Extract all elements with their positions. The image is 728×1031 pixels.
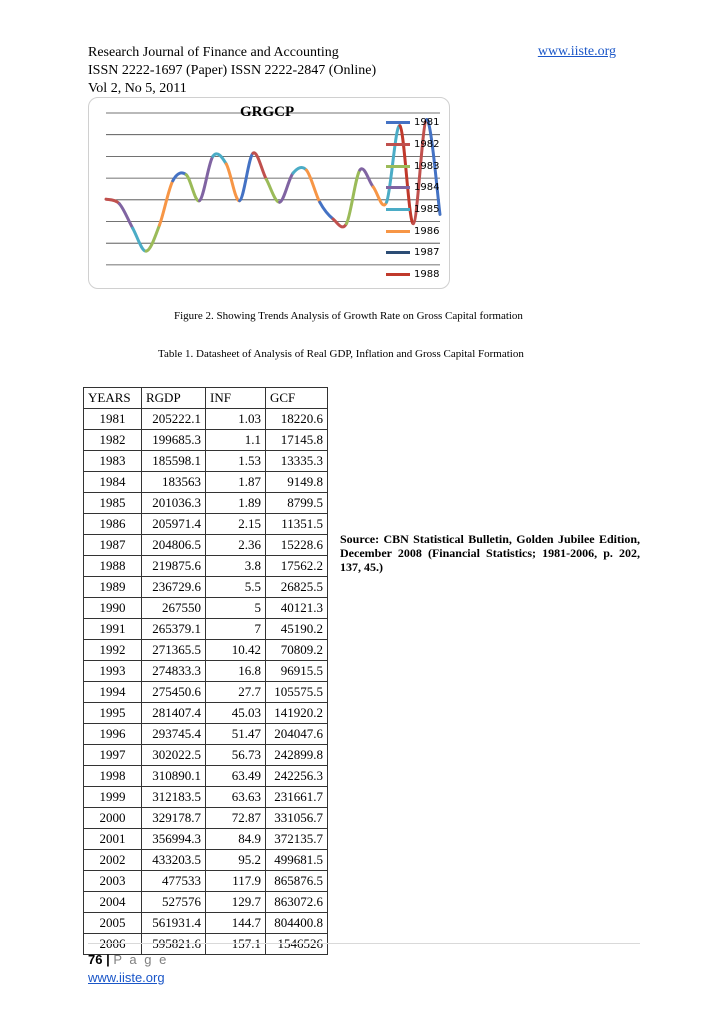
cell-gcf: 331056.7 <box>266 808 328 829</box>
cell-rgdp: 199685.3 <box>142 430 206 451</box>
legend-item <box>386 264 439 286</box>
cell-rgdp: 356994.3 <box>142 829 206 850</box>
cell-rgdp: 293745.4 <box>142 724 206 745</box>
cell-rgdp: 275450.6 <box>142 682 206 703</box>
footer-separator: | <box>106 952 110 967</box>
legend-item <box>386 199 439 221</box>
cell-year: 2000 <box>84 808 142 829</box>
cell-rgdp: 205222.1 <box>142 409 206 430</box>
cell-inf: 84.9 <box>206 829 266 850</box>
cell-gcf: 242256.3 <box>266 766 328 787</box>
cell-gcf: 45190.2 <box>266 619 328 640</box>
cell-year: 1985 <box>84 493 142 514</box>
cell-year: 1997 <box>84 745 142 766</box>
table-row <box>84 514 328 535</box>
cell-year: 1990 <box>84 598 142 619</box>
legend-item <box>386 134 439 156</box>
table-header-row <box>84 388 328 409</box>
cell-gcf: 372135.7 <box>266 829 328 850</box>
legend-item <box>386 242 439 264</box>
cell-year: 2006 <box>84 934 142 955</box>
legend-label: 1988 <box>414 269 440 281</box>
cell-inf: 56.73 <box>206 745 266 766</box>
series-line-segment <box>320 202 333 219</box>
cell-year: 1981 <box>84 409 142 430</box>
legend-swatch <box>386 273 410 276</box>
cell-rgdp: 183563 <box>142 472 206 493</box>
cell-inf: 63.49 <box>206 766 266 787</box>
page-label: P a g e <box>113 952 169 967</box>
legend-swatch <box>386 208 410 211</box>
data-table <box>83 387 328 955</box>
cell-gcf: 11351.5 <box>266 514 328 535</box>
cell-inf: 5.5 <box>206 577 266 598</box>
cell-gcf: 141920.2 <box>266 703 328 724</box>
cell-rgdp: 561931.4 <box>142 913 206 934</box>
page-footer <box>88 952 168 967</box>
cell-inf: 95.2 <box>206 850 266 871</box>
cell-gcf: 242899.8 <box>266 745 328 766</box>
col-header-rgdp: RGDP <box>142 388 206 409</box>
cell-rgdp: 267550 <box>142 598 206 619</box>
legend-item <box>386 177 439 199</box>
cell-year: 1991 <box>84 619 142 640</box>
cell-gcf: 17145.8 <box>266 430 328 451</box>
cell-year: 2003 <box>84 871 142 892</box>
legend-label: 1982 <box>414 139 440 151</box>
cell-gcf: 8799.5 <box>266 493 328 514</box>
table-row <box>84 472 328 493</box>
cell-gcf: 804400.8 <box>266 913 328 934</box>
series-line-segment <box>240 153 253 200</box>
cell-year: 1984 <box>84 472 142 493</box>
cell-rgdp: 219875.6 <box>142 556 206 577</box>
cell-gcf: 13335.3 <box>266 451 328 472</box>
series-line-segment <box>186 175 199 201</box>
legend-swatch <box>386 251 410 254</box>
cell-rgdp: 477533 <box>142 871 206 892</box>
table-row <box>84 703 328 724</box>
cell-gcf: 865876.5 <box>266 871 328 892</box>
cell-rgdp: 201036.3 <box>142 493 206 514</box>
col-header-gcf: GCF <box>266 388 328 409</box>
cell-inf: 2.36 <box>206 535 266 556</box>
cell-rgdp: 433203.5 <box>142 850 206 871</box>
cell-year: 2005 <box>84 913 142 934</box>
table-row <box>84 913 328 934</box>
legend-swatch <box>386 230 410 233</box>
table-row <box>84 409 328 430</box>
table-row <box>84 535 328 556</box>
cell-year: 1995 <box>84 703 142 724</box>
table-row <box>84 892 328 913</box>
cell-inf: 1.87 <box>206 472 266 493</box>
cell-inf: 3.8 <box>206 556 266 577</box>
cell-year: 2001 <box>84 829 142 850</box>
cell-rgdp: 185598.1 <box>142 451 206 472</box>
cell-inf: 117.9 <box>206 871 266 892</box>
cell-gcf: 17562.2 <box>266 556 328 577</box>
table-row <box>84 493 328 514</box>
page-number: 76 <box>88 952 103 967</box>
legend-label: 1984 <box>414 182 440 194</box>
cell-rgdp: 271365.5 <box>142 640 206 661</box>
cell-gcf: 231661.7 <box>266 787 328 808</box>
cell-rgdp: 265379.1 <box>142 619 206 640</box>
series-line-segment <box>266 179 279 202</box>
cell-year: 1994 <box>84 682 142 703</box>
series-line-segment <box>333 219 346 227</box>
series-line-segment <box>133 228 146 251</box>
cell-rgdp: 281407.4 <box>142 703 206 724</box>
header-website-link[interactable]: www.iiste.org <box>537 44 616 59</box>
legend-item <box>386 112 439 134</box>
cell-gcf: 105575.5 <box>266 682 328 703</box>
table-row <box>84 682 328 703</box>
cell-year: 1992 <box>84 640 142 661</box>
cell-year: 1982 <box>84 430 142 451</box>
cell-rgdp: 527576 <box>142 892 206 913</box>
cell-rgdp: 595821.6 <box>142 934 206 955</box>
col-header-inf: INF <box>206 388 266 409</box>
table-row <box>84 640 328 661</box>
table-row <box>84 430 328 451</box>
legend-label: 1983 <box>414 160 440 172</box>
cell-year: 1983 <box>84 451 142 472</box>
cell-rgdp: 312183.5 <box>142 787 206 808</box>
table-row <box>84 577 328 598</box>
cell-year: 1988 <box>84 556 142 577</box>
cell-rgdp: 310890.1 <box>142 766 206 787</box>
table-row <box>84 451 328 472</box>
table-row <box>84 745 328 766</box>
volume-line: Vol 2, No 5, 2011 <box>88 81 187 96</box>
cell-gcf: 96915.5 <box>266 661 328 682</box>
legend-label: 1986 <box>414 225 440 237</box>
series-line-segment <box>306 170 319 202</box>
series-line-segment <box>119 204 132 228</box>
chart-legend <box>386 112 439 286</box>
footer-website-link[interactable]: www.iiste.org <box>88 970 165 985</box>
cell-rgdp: 205971.4 <box>142 514 206 535</box>
chart-title: GRGCP <box>240 104 295 120</box>
legend-swatch <box>386 143 410 146</box>
cell-inf: 16.8 <box>206 661 266 682</box>
cell-rgdp: 204806.5 <box>142 535 206 556</box>
cell-year: 1993 <box>84 661 142 682</box>
cell-year: 2004 <box>84 892 142 913</box>
cell-year: 1998 <box>84 766 142 787</box>
series-line-segment <box>159 181 172 225</box>
cell-inf: 1.1 <box>206 430 266 451</box>
legend-swatch <box>386 165 410 168</box>
cell-gcf: 1546526 <box>266 934 328 955</box>
cell-rgdp: 274833.3 <box>142 661 206 682</box>
cell-inf: 1.89 <box>206 493 266 514</box>
cell-year: 1987 <box>84 535 142 556</box>
cell-inf: 51.47 <box>206 724 266 745</box>
cell-year: 1996 <box>84 724 142 745</box>
legend-label: 1985 <box>414 204 440 216</box>
cell-gcf: 9149.8 <box>266 472 328 493</box>
series-line-segment <box>253 153 266 179</box>
cell-inf: 27.7 <box>206 682 266 703</box>
table-row <box>84 808 328 829</box>
cell-gcf: 18220.6 <box>266 409 328 430</box>
cell-inf: 10.42 <box>206 640 266 661</box>
cell-inf: 7 <box>206 619 266 640</box>
source-note: Source: CBN Statistical Bulletin, Golden Jubilee Edition, December 2008 (Financial Statistics; 1981-2006, p. 202, 137, 45.) <box>340 532 640 574</box>
cell-gcf: 15228.6 <box>266 535 328 556</box>
table-row <box>84 556 328 577</box>
legend-label: 1981 <box>414 117 440 129</box>
legend-label: 1987 <box>414 247 440 259</box>
cell-gcf: 499681.5 <box>266 850 328 871</box>
cell-rgdp: 329178.7 <box>142 808 206 829</box>
cell-year: 1986 <box>84 514 142 535</box>
cell-gcf: 863072.6 <box>266 892 328 913</box>
table-row <box>84 829 328 850</box>
series-line-segment <box>280 173 293 202</box>
cell-inf: 5 <box>206 598 266 619</box>
cell-inf: 63.63 <box>206 787 266 808</box>
table-row <box>84 787 328 808</box>
table-row <box>84 598 328 619</box>
cell-gcf: 40121.3 <box>266 598 328 619</box>
cell-gcf: 26825.5 <box>266 577 328 598</box>
series-line-segment <box>173 173 186 181</box>
cell-year: 2002 <box>84 850 142 871</box>
legend-item <box>386 220 439 242</box>
journal-title: Research Journal of Finance and Accounting <box>88 45 339 60</box>
legend-swatch <box>386 121 410 124</box>
cell-gcf: 204047.6 <box>266 724 328 745</box>
footer-divider <box>88 943 640 944</box>
cell-year: 1989 <box>84 577 142 598</box>
cell-inf: 2.15 <box>206 514 266 535</box>
legend-swatch <box>386 186 410 189</box>
table-caption: Table 1. Datasheet of Analysis of Real GDP, Inflation and Gross Capital Formation <box>158 348 524 360</box>
issn-line: ISSN 2222-1697 (Paper) ISSN 2222-2847 (Online) <box>88 63 377 78</box>
table-row <box>84 619 328 640</box>
cell-gcf: 70809.2 <box>266 640 328 661</box>
cell-inf: 129.7 <box>206 892 266 913</box>
cell-inf: 144.7 <box>206 913 266 934</box>
cell-rgdp: 236729.6 <box>142 577 206 598</box>
figure-caption: Figure 2. Showing Trends Analysis of Growth Rate on Gross Capital formation <box>174 310 523 322</box>
legend-item <box>386 155 439 177</box>
cell-inf: 1.03 <box>206 409 266 430</box>
cell-inf: 157.1 <box>206 934 266 955</box>
cell-year: 1999 <box>84 787 142 808</box>
cell-inf: 45.03 <box>206 703 266 724</box>
table-row <box>84 850 328 871</box>
table-row <box>84 871 328 892</box>
cell-inf: 72.87 <box>206 808 266 829</box>
series-line-segment <box>213 154 226 164</box>
col-header-years: YEARS <box>84 388 142 409</box>
table-row <box>84 766 328 787</box>
series-line-segment <box>293 168 306 174</box>
series-line-segment <box>226 164 239 201</box>
table-row <box>84 661 328 682</box>
cell-inf: 1.53 <box>206 451 266 472</box>
growth-rate-chart <box>0 0 728 300</box>
series-line-segment <box>373 187 386 205</box>
table-row <box>84 724 328 745</box>
cell-rgdp: 302022.5 <box>142 745 206 766</box>
series-line-segment <box>146 225 159 251</box>
